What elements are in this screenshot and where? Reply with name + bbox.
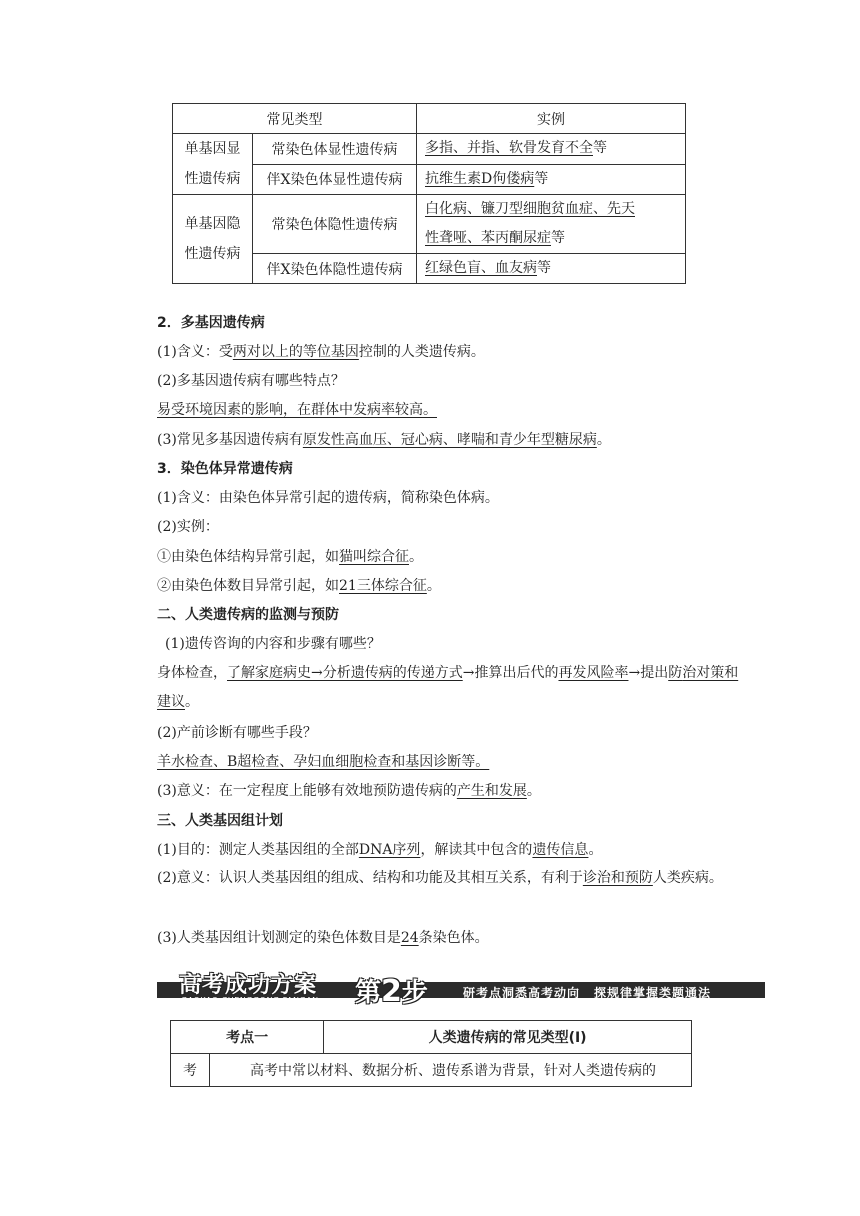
table-row [173, 134, 686, 165]
consulting-question: (1)遗传咨询的内容和步骤有哪些？ [165, 636, 381, 652]
genome-purpose: (1)目的：测定人类基因组的全部DNA序列，解读其中包含的遗传信息。 [157, 842, 603, 858]
type-cell: 常染色体隐性遗传病 [253, 195, 417, 254]
chromosome-examples-label: (2)实例： [157, 519, 219, 535]
genome-significance: (2)意义：认识人类基因组的组成、结构和功能及其相互关系，有利于诊治和预防人类疾病。 [157, 870, 723, 886]
genome-chromosome-count: (3)人类基因组计划测定的染色体数目是24条染色体。 [157, 930, 489, 946]
kaodian-label: 考点一 [171, 1021, 324, 1054]
category-recessive: 单基因隐 性遗传病 [173, 195, 253, 284]
polygenic-answer: 易受环境因素的影响，在群体中发病率较高。 [157, 402, 437, 418]
kaodian-side: 考 [171, 1054, 210, 1087]
chromosome-definition: (1)含义：由染色体异常引起的遗传病，简称染色体病。 [157, 490, 499, 506]
kaodian-header-row [171, 1021, 692, 1054]
banner-pinyin: GAOKAO CHENGGONG FANGAN [181, 996, 319, 1005]
monitoring-heading: 二、人类遗传病的监测与预防 [157, 607, 339, 623]
example-cell: 抗维生素D佝偻病等 [417, 164, 686, 195]
monitoring-significance: (3)意义：在一定程度上能够有效地预防遗传病的产生和发展。 [157, 783, 541, 799]
chromosome-structure-example: ①由染色体结构异常引起，如猫叫综合征。 [157, 549, 423, 565]
disease-types-table [172, 103, 686, 284]
genome-heading: 三、人类基因组计划 [157, 813, 283, 829]
banner-step: 第2步 [355, 974, 428, 1009]
header-example: 实例 [417, 104, 686, 134]
kaodian-title: 人类遗传病的常见类型(Ⅰ) [324, 1021, 692, 1054]
success-plan-banner [157, 973, 765, 1009]
polygenic-examples: (3)常见多基因遗传病有原发性高血压、冠心病、哮喘和青少年型糖尿病。 [157, 432, 611, 448]
table-header-row [173, 104, 686, 134]
banner-slogan: 研考点洞悉高考动向 探规律掌握类题通法 [463, 986, 712, 1000]
kaodian-table [170, 1020, 692, 1087]
polygenic-question: (2)多基因遗传病有哪些特点？ [157, 373, 345, 389]
header-common-type: 常见类型 [173, 104, 417, 134]
polygenic-heading: 2．多基因遗传病 [157, 315, 265, 331]
category-dominant: 单基因显 性遗传病 [173, 134, 253, 195]
kaodian-text: 高考中常以材料、数据分析、遗传系谱为背景，针对人类遗传病的 [210, 1054, 692, 1087]
banner-title: 高考成功方案 [179, 973, 318, 998]
type-cell: 伴X染色体显性遗传病 [253, 164, 417, 195]
table-row [173, 195, 686, 254]
chromosome-number-example: ②由染色体数目异常引起，如21三体综合征。 [157, 578, 441, 594]
type-cell: 伴X染色体隐性遗传病 [253, 254, 417, 284]
consulting-answer: 身体检查，了解家庭病史→分析遗传病的传递方式→推算出后代的再发风险率→提出防治对策和建议。 [157, 665, 739, 710]
polygenic-definition: (1)含义：受两对以上的等位基因控制的人类遗传病。 [157, 344, 485, 360]
example-cell: 红绿色盲、血友病等 [417, 254, 686, 284]
chromosome-heading: 3．染色体异常遗传病 [157, 461, 293, 477]
type-cell: 常染色体显性遗传病 [253, 134, 417, 165]
prenatal-answer: 羊水检查、B超检查、孕妇血细胞检查和基因诊断等。 [157, 754, 490, 770]
prenatal-question: (2)产前诊断有哪些手段？ [157, 725, 317, 741]
example-cell: 多指、并指、软骨发育不全等 [417, 134, 686, 165]
kaodian-body-row [171, 1054, 692, 1087]
example-cell: 白化病、镰刀型细胞贫血症、先天 性聋哑、苯丙酮尿症等 [417, 195, 686, 254]
